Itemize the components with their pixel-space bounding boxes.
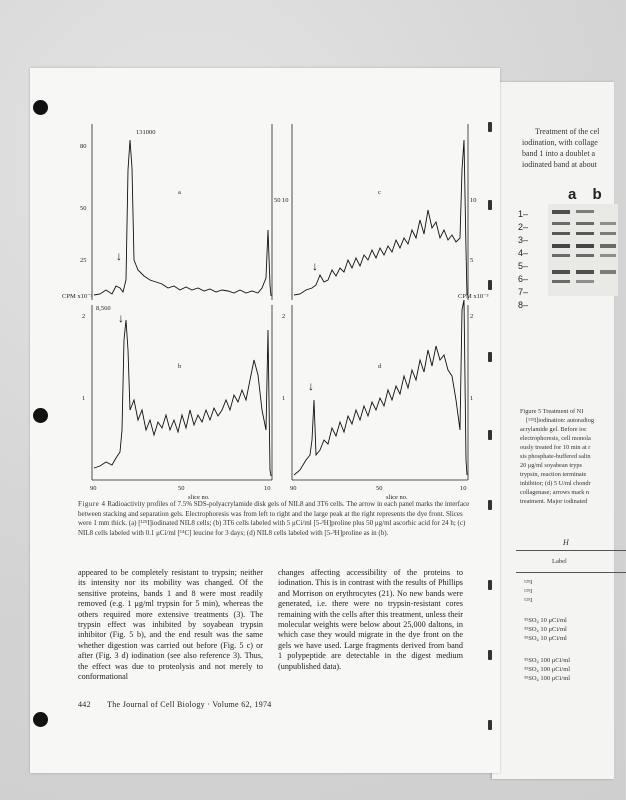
trace-c [294,140,467,295]
fig5-line-0: Figure 5 Treatment of NI [520,408,584,415]
binder-hole-bottom [33,712,48,727]
table-rule-header [516,572,626,573]
tick-a-80: 80 [80,143,87,150]
body-column-left: appeared to be completely resistant to trypsin; neither its intensity nor its mobility was changed. Of the sensitive proteins, bands 1 and 8 were most readily removed (e.g. 1 μg/ml trypsin for 5 min), whereas the others required more extensive treatments (3). The trypsin effect was inhibited by soyabean trypsin inhibitor (Fig. 5 b), and the end result was the same whether digestion was carried out before (Fig. 5 c) or after (Fig. 3 d) iodination (see also reference 3). Thus, the effect was due to proteolysis and not merely to conformational [78,568,263,682]
table-rows-group-3 [524,656,570,683]
table-row: ³⁵SO₄ 10 μCi/ml [524,617,567,624]
tick-c-right-5: 5 [470,257,474,264]
tick-d-1: 1 [282,395,286,402]
body-column-right: changes affecting accessibility of the proteins to iodination. This is in contrast with the results of Phillips and Morrison on erythrocytes (21). No new bands were generated, i.e. there were no trypsin-resistant cores remaining with the cells after this treatment, unless their molecular weights were below about 25,000 daltons, in which case they would migrate in the dye front on the gels we have used. Large fragments derived from band 1 polypeptide are detectable in the digest medium (unpublished data). [278,568,463,671]
table-row: ¹²⁵I [524,588,533,595]
band-mark-4: 4– [518,248,529,258]
fig5-line-7: trypsin, reaction terminate [520,471,587,478]
tick-b-1: 1 [82,395,86,402]
fig5-line-2: acrylamide gel. Before ioc [520,426,587,433]
table-rows-group-1 [524,578,532,605]
trace-a [94,140,271,296]
page-footer [78,700,272,709]
tick-b-2: 2 [82,313,86,320]
band-mark-7: 7– [518,287,529,297]
band-mark-8: 8– [518,300,529,310]
table-row: ³⁵SO₄ 100 μCi/ml [524,666,571,673]
right-line-3: iodinated band at about [522,160,597,169]
table-row: ³⁵SO₄ 100 μCi/ml [524,675,571,682]
caption-lead: Figure 4 [78,500,106,508]
fig5-line-1: [¹²⁵I]iodination: autoradiog [526,417,595,424]
axis-label-d-right: CPM x10⁻³ [458,293,489,300]
fig5-line-5: sis phosphate-buffered salin [520,453,591,460]
caption-text: Radioactivity profiles of 7.5% SDS-polyacrylamide disk gels of NIL8 and 3T6 cells. The arrow in each panel marks the interface between stacking and separation gels. Electrophoresis was from left to right and the large peak at the right represents the dye front. Slices were 1 mm thick. (a) [¹²⁵I]iodinated NIL8 cells; (b) 3T6 cells labeled with 5 μCi/ml [5-³H]proline plus 50 μg/ml ascorbic acid for 24 h; (c) NIL8 cells labeled with 0.1 μCi/ml [¹⁴C] leucine for 3 days; (d) NIL8 cells labeled with [5-³H]proline as in (b). [78,500,470,537]
axis-label-b: CPM x10⁻³ [62,293,93,300]
x-axis-label-left: slice no. [188,494,210,501]
table-row: ³⁵SO₄ 10 μCi/ml [524,626,567,633]
x-tick-left-90: 90 [90,485,97,492]
arrow-c: ↓ [312,259,318,273]
x-tick-right-90: 90 [290,485,297,492]
band-mark-3: 3– [518,235,529,245]
table-column-label: Label [552,558,567,565]
trace-b [94,320,271,476]
band-mark-5: 5– [518,261,529,271]
fig5-line-9: collagenase; arrows mark n [520,489,590,496]
arrow-a: ↓ [116,249,122,263]
gel-band-marks [518,208,528,312]
trace-d [294,300,467,475]
band-mark-1: 1– [518,209,529,219]
tick-c-right-10: 10 [470,197,477,204]
x-tick-left-50: 50 [178,485,185,492]
table-rule-top [516,550,626,551]
table-row: ³⁵SO₄ 100 μCi/ml [524,657,571,664]
x-tick-left-10: 10 [264,485,271,492]
table-rows-group-2 [524,616,567,643]
x-tick-right-10: 10 [460,485,467,492]
tick-d-right-2: 2 [470,313,474,320]
fig5-line-6: 20 μg/ml soyabean tryps [520,462,582,469]
fig5-line-3: electrophoresis, cell monola [520,435,591,442]
peak-label-a: 131000 [136,129,156,136]
fig5-line-4: ously treated for 10 min at r [520,444,591,451]
x-tick-right-50: 50 [376,485,383,492]
tick-c-10: 10 [282,197,289,204]
table-row: ¹²⁵I [524,597,533,604]
arrow-b: ↓ [118,311,124,325]
table-row: ¹²⁵I [524,579,533,586]
x-axis-label-right: slice no. [386,494,408,501]
panel-a-axes [92,124,272,300]
tick-a-right-50: 50 [274,197,281,204]
fig5-line-10: treatment. Major iodinated [520,498,588,505]
tick-d-right-1: 1 [470,395,474,402]
panel-label-c: c [378,189,381,196]
table-row: ³⁵SO₄ 10 μCi/ml [524,635,567,642]
right-line-2: band 1 into a doublet a [522,149,596,158]
peak-label-b: 8,560 [96,305,111,312]
journal-name: The Journal of Cell Biology · Volume 62, 1974 [107,700,272,709]
right-line-1: iodination, with collage [522,138,598,147]
right-line-0: Treatment of the cel [535,127,600,136]
table-heading: H [563,538,569,547]
figure-4-caption [78,500,473,538]
panel-d-axes [292,305,468,480]
panel-c-axes [292,124,468,300]
tick-d-2: 2 [282,313,286,320]
figure-4-plots [60,110,489,501]
tick-a-50: 50 [80,205,87,212]
page-number: 442 [78,700,91,709]
tick-a-25: 25 [80,257,87,264]
gel-autoradiograph [548,204,618,296]
binder-hole-top [33,100,48,115]
fig5-line-8: inhibitor; (d) 5 U/ml chondr [520,480,591,487]
band-mark-2: 2– [518,222,529,232]
arrow-d: ↓ [308,379,314,393]
panel-label-a: a [178,189,181,196]
binder-hole-middle [33,408,48,423]
panel-label-d: d [378,363,382,370]
band-mark-6: 6– [518,274,529,284]
panel-label-b: b [178,363,182,370]
gel-lane-letters: a b [568,186,608,203]
